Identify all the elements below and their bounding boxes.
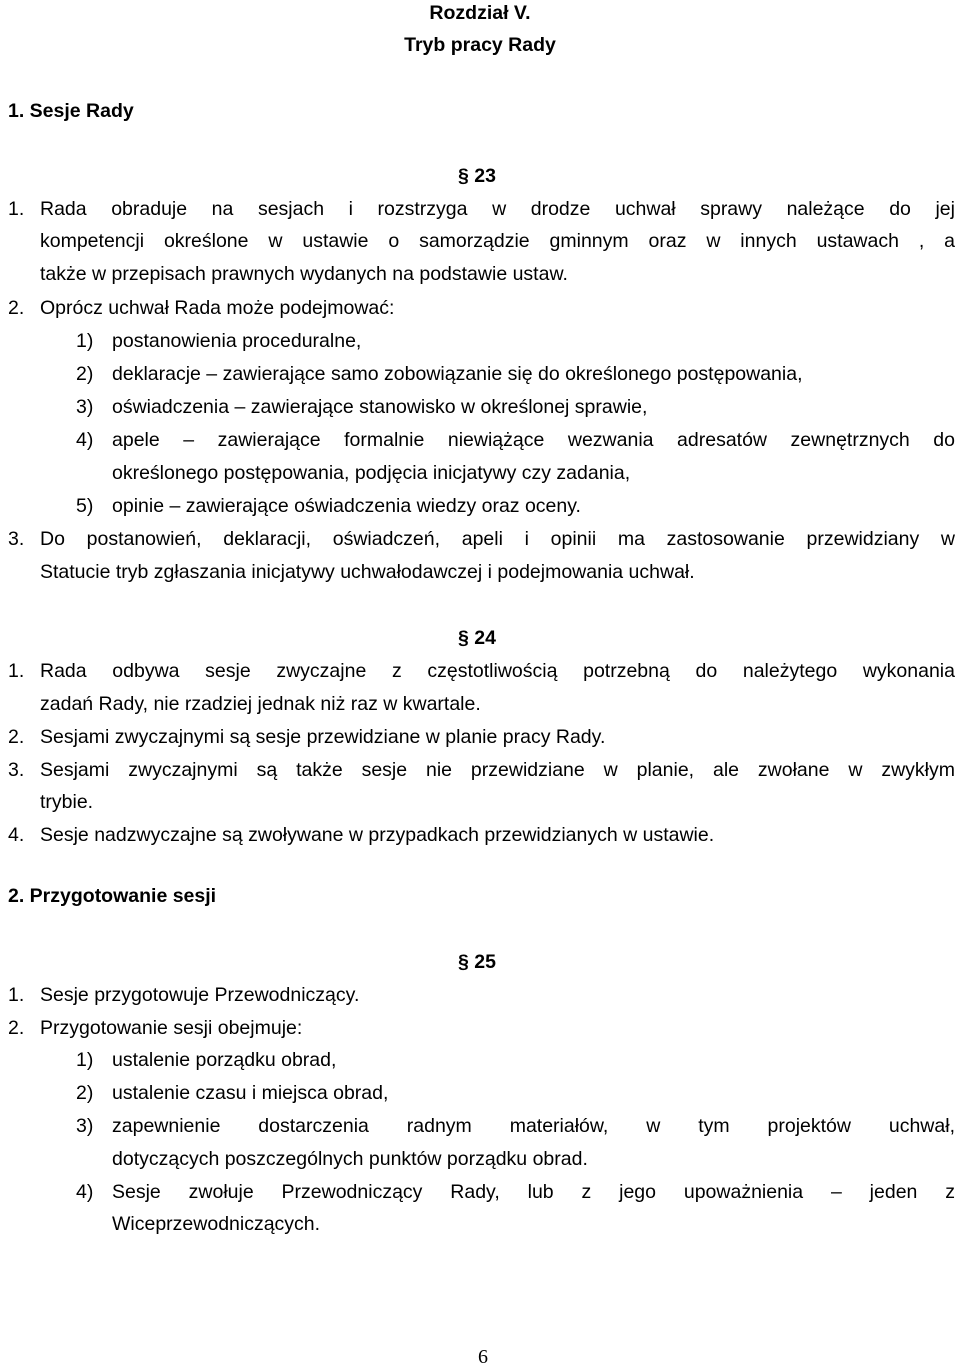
page-number: 6 bbox=[478, 1346, 488, 1368]
item-text-line: Statucie tryb zgłaszania inicjatywy uchwałodawczej i podejmowania uchwał. bbox=[40, 561, 695, 583]
item-text-line: trybie. bbox=[40, 791, 94, 813]
subitem-number: 3) bbox=[76, 396, 94, 418]
subitem-text-line: ustalenie porządku obrad, bbox=[112, 1049, 337, 1071]
paragraph-sign: § 25 bbox=[458, 951, 496, 973]
subitem-text-line: ustalenie czasu i miejsca obrad, bbox=[112, 1082, 389, 1104]
subitem-text-line: postanowienia proceduralne, bbox=[112, 330, 362, 352]
chapter-title: Rozdział V. bbox=[429, 2, 531, 24]
item-text-line: Sesjami zwyczajnymi są sesje przewidziane w planie pracy Rady. bbox=[40, 726, 606, 748]
item-text-line: Oprócz uchwał Rada może podejmować: bbox=[40, 297, 395, 319]
item-number: 2. bbox=[8, 1017, 25, 1039]
paragraph-sign: § 24 bbox=[458, 627, 496, 649]
item-text-line: Sesje przygotowuje Przewodniczący. bbox=[40, 984, 360, 1006]
subitem-text-line: deklaracje – zawierające samo zobowiązanie się do określonego postępowania, bbox=[112, 363, 803, 385]
item-number: 4. bbox=[8, 824, 25, 846]
subitem-text-line: określonego postępowania, podjęcia inicjatywy czy zadania, bbox=[112, 462, 631, 484]
subitem-number: 4) bbox=[76, 429, 94, 451]
item-text-line: także w przepisach prawnych wydanych na podstawie ustaw. bbox=[40, 263, 568, 285]
item-number: 1. bbox=[8, 660, 25, 682]
subitem-text-line: opinie – zawierające oświadczenia wiedzy oraz oceny. bbox=[112, 495, 581, 517]
subitem-text-line: oświadczenia – zawierające stanowisko w określonej sprawie, bbox=[112, 396, 648, 418]
item-number: 1. bbox=[8, 198, 25, 220]
item-number: 2. bbox=[8, 726, 25, 748]
item-text-line: Sesjami zwyczajnymi są także sesje nie przewidziane w planie, ale zwołane w zwykłym bbox=[40, 759, 955, 781]
subitem-number: 1) bbox=[76, 1049, 94, 1071]
section-heading: 1. Sesje Rady bbox=[8, 100, 134, 122]
item-number: 3. bbox=[8, 528, 25, 550]
item-text-line: Sesje nadzwyczajne są zwoływane w przypadkach przewidzianych w ustawie. bbox=[40, 824, 715, 846]
chapter-subtitle: Tryb pracy Rady bbox=[404, 34, 556, 56]
subitem-number: 2) bbox=[76, 363, 94, 385]
item-text-line: kompetencji określone w ustawie o samorządzie gminnym oraz w innych ustawach , a bbox=[40, 230, 955, 252]
paragraph-sign: § 23 bbox=[458, 165, 496, 187]
subitem-text-line: apele – zawierające formalnie niewiążące wezwania adresatów zewnętrznych do bbox=[112, 429, 955, 451]
item-number: 2. bbox=[8, 297, 25, 319]
subitem-number: 3) bbox=[76, 1115, 94, 1137]
item-text-line: Przygotowanie sesji obejmuje: bbox=[40, 1017, 303, 1039]
item-number: 3. bbox=[8, 759, 25, 781]
subitem-text-line: Wiceprzewodniczących. bbox=[112, 1213, 321, 1235]
item-text-line: zadań Rady, nie rzadziej jednak niż raz w kwartale. bbox=[40, 693, 481, 715]
subitem-text-line: dotyczących poszczególnych punktów porządku obrad. bbox=[112, 1148, 588, 1170]
subitem-number: 5) bbox=[76, 495, 94, 517]
subitem-number: 2) bbox=[76, 1082, 94, 1104]
item-text-line: Rada obraduje na sesjach i rozstrzyga w drodze uchwał sprawy należące do jej bbox=[40, 198, 955, 220]
subitem-text-line: Sesje zwołuje Przewodniczący Rady, lub z jego upoważnienia – jeden z bbox=[112, 1181, 955, 1203]
subitem-text-line: zapewnienie dostarczenia radnym materiałów, w tym projektów uchwał, bbox=[112, 1115, 955, 1137]
subitem-number: 4) bbox=[76, 1181, 94, 1203]
item-text-line: Do postanowień, deklaracji, oświadczeń, apeli i opinii ma zastosowanie przewidziany w bbox=[40, 528, 955, 550]
subitem-number: 1) bbox=[76, 330, 94, 352]
item-number: 1. bbox=[8, 984, 25, 1006]
item-text-line: Rada odbywa sesje zwyczajne z częstotliwością potrzebną do należytego wykonania bbox=[40, 660, 955, 682]
section-heading: 2. Przygotowanie sesji bbox=[8, 885, 217, 907]
